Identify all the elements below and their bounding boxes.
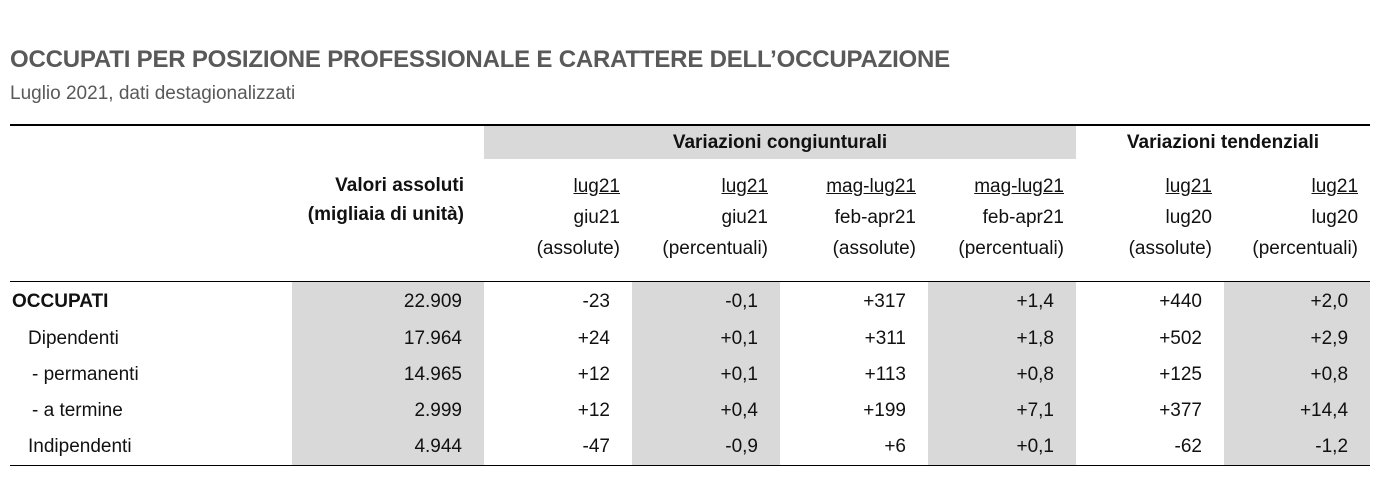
cell-value: +0,1 <box>928 429 1076 466</box>
row-label: Dipendenti <box>28 328 119 349</box>
header-base: giu21 <box>721 207 768 228</box>
header-col-4 <box>928 159 1076 282</box>
cell-value: +2,9 <box>1224 321 1370 357</box>
table-row <box>10 357 1370 393</box>
cell-value: +0,1 <box>632 357 780 393</box>
header-unit: (assolute) <box>536 238 620 259</box>
empty-cell <box>10 125 292 159</box>
header-unit: (percentuali) <box>662 238 768 259</box>
header-period: lug21 <box>721 176 768 197</box>
cell-value: +14,4 <box>1224 393 1370 429</box>
cell-value: +125 <box>1076 357 1224 393</box>
header-unit: (percentuali) <box>958 238 1064 259</box>
cell-value: +199 <box>780 393 928 429</box>
page-subtitle: Luglio 2021, dati destagionalizzati <box>10 83 296 104</box>
group-header-row <box>10 125 1370 159</box>
table-row <box>10 282 1370 322</box>
cell-value: +113 <box>780 357 928 393</box>
header-period: lug21 <box>573 176 620 197</box>
header-period: lug21 <box>1165 176 1212 197</box>
header-col-5 <box>1076 159 1224 282</box>
column-header-row <box>10 159 1370 282</box>
header-period: mag-lug21 <box>826 176 916 197</box>
cell-value: +1,8 <box>928 321 1076 357</box>
row-label: Indipendenti <box>10 429 292 466</box>
header-base: feb-apr21 <box>982 207 1064 228</box>
header-col-3 <box>780 159 928 282</box>
cell-value: +12 <box>484 357 632 393</box>
cell-value: -62 <box>1076 429 1224 466</box>
table-row <box>10 393 1370 429</box>
cell-value: +377 <box>1076 393 1224 429</box>
cell-value: +6 <box>780 429 928 466</box>
header-period: mag-lug21 <box>974 176 1064 197</box>
cell-value: +7,1 <box>928 393 1076 429</box>
header-line: (migliaia di unità) <box>307 204 464 225</box>
cell-value: +440 <box>1076 282 1224 322</box>
row-label: - permanenti <box>32 364 139 385</box>
cell-value: +1,4 <box>928 282 1076 322</box>
header-unit: (assolute) <box>1128 238 1212 259</box>
cell-value: +0,1 <box>632 321 780 357</box>
cell-value: -0,1 <box>632 282 780 322</box>
cell-value: +0,4 <box>632 393 780 429</box>
cell-value: +0,8 <box>1224 357 1370 393</box>
header-col-1 <box>484 159 632 282</box>
cell-value: +12 <box>484 393 632 429</box>
occupati-table <box>10 124 1370 466</box>
cell-value: +24 <box>484 321 632 357</box>
table-row <box>10 429 1370 466</box>
row-label: OCCUPATI <box>12 290 109 312</box>
empty-cell <box>10 159 292 282</box>
header-base: feb-apr21 <box>834 207 916 228</box>
header-col-2 <box>632 159 780 282</box>
cell-value: +0,8 <box>928 357 1076 393</box>
empty-cell <box>292 125 484 159</box>
header-valori-assoluti <box>292 159 484 282</box>
cell-value: 2.999 <box>292 393 484 429</box>
header-period: lug21 <box>1311 176 1359 197</box>
cell-value: +311 <box>780 321 928 357</box>
cell-value: -23 <box>484 282 632 322</box>
cell-value: 17.964 <box>292 321 484 357</box>
cell-value: -1,2 <box>1224 429 1370 466</box>
header-base: lug20 <box>1311 207 1359 228</box>
cell-value: +2,0 <box>1224 282 1370 322</box>
cell-value: +502 <box>1076 321 1224 357</box>
header-col-6 <box>1224 159 1370 282</box>
cell-value: 22.909 <box>292 282 484 322</box>
group-variazioni-congiunturali: Variazioni congiunturali <box>484 125 1076 159</box>
table-row <box>10 321 1370 357</box>
group-variazioni-tendenziali: Variazioni tendenziali <box>1076 125 1370 159</box>
header-unit: (percentuali) <box>1252 238 1359 259</box>
cell-value: 4.944 <box>292 429 484 466</box>
header-unit: (assolute) <box>832 238 916 259</box>
row-label: - a termine <box>32 400 123 421</box>
header-base: lug20 <box>1165 207 1212 228</box>
cell-value: -47 <box>484 429 632 466</box>
cell-value: 14.965 <box>292 357 484 393</box>
header-line: Valori assoluti <box>335 175 464 196</box>
cell-value: +317 <box>780 282 928 322</box>
cell-value: -0,9 <box>632 429 780 466</box>
header-base: giu21 <box>573 207 620 228</box>
page-title: OCCUPATI PER POSIZIONE PROFESSIONALE E CARATTERE DELL’OCCUPAZIONE <box>10 46 950 73</box>
